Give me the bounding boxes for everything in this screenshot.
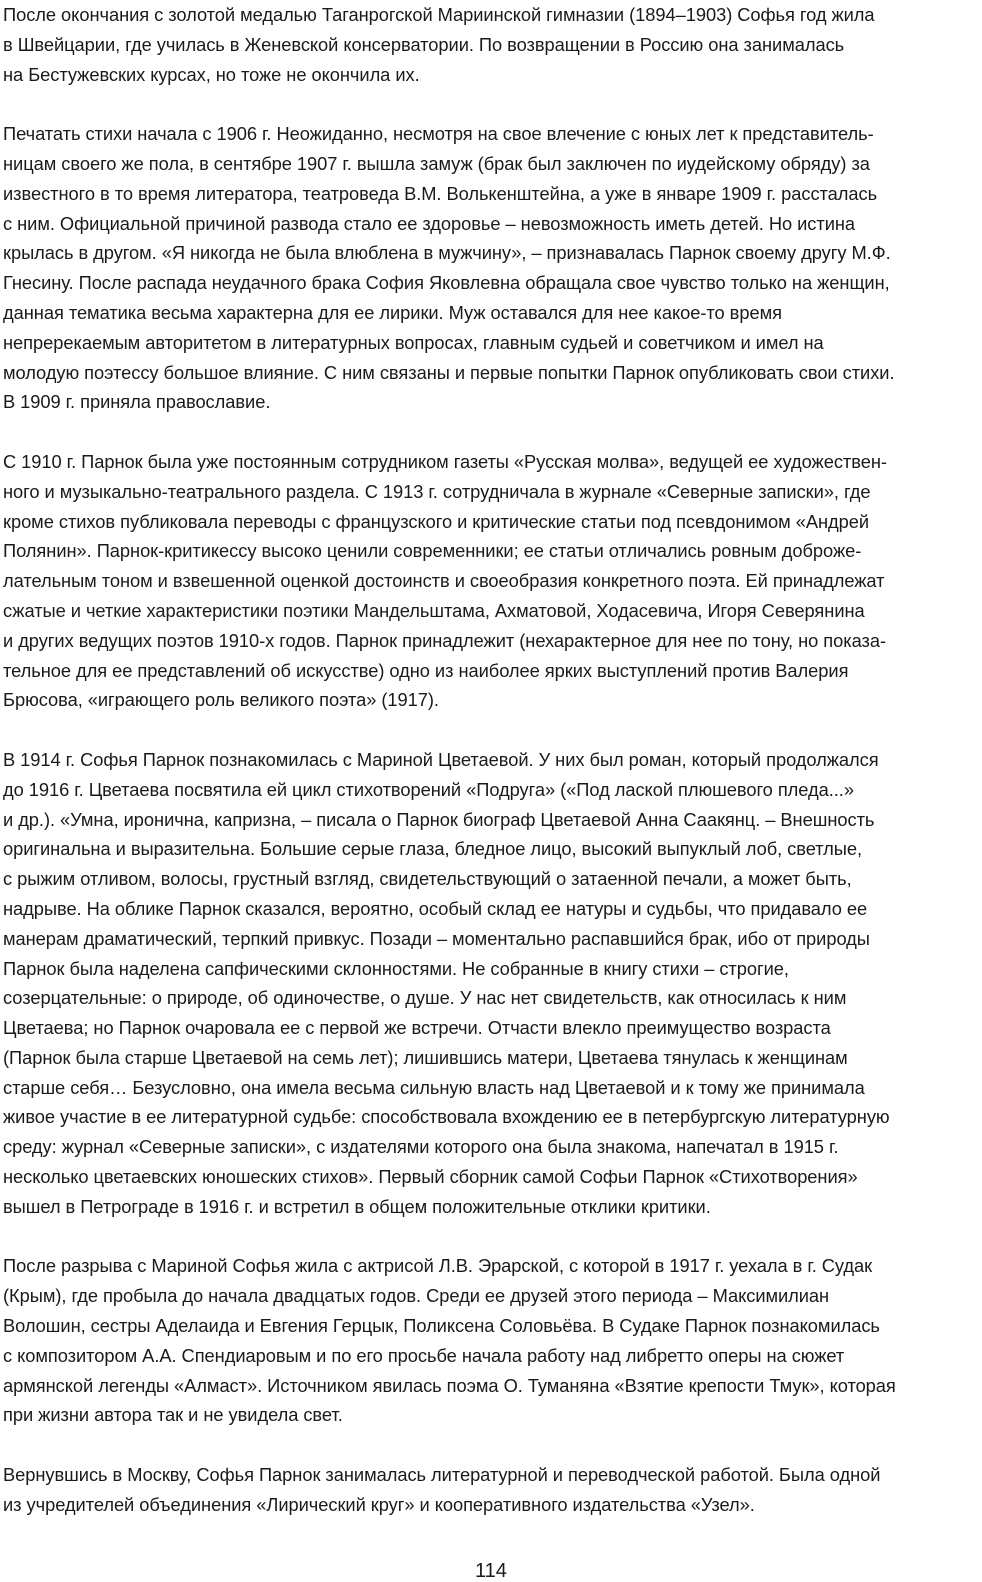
- text-line: непререкаемым авторитетом в литературных вопросах, главным судьей и советчиком и имел на: [3, 331, 824, 353]
- text-line: известного в то время литератора, театроведа В.М. Волькенштейна, а уже в январе 1909 г. рассталась: [3, 182, 878, 204]
- body-text: [3, 0, 975, 1520]
- text-line: созерцательные: о природе, об одиночестве, о душе. У нас нет свидетельств, как относилась к ним: [3, 987, 847, 1009]
- text-line: до 1916 г. Цветаева посвятила ей цикл стихотворений «Подруга» («Под лаской плюшевого пледа...»: [3, 778, 854, 800]
- text-line: оригинальна и выразительна. Большие серые глаза, бледное лицо, высокий выпуклый лоб, светлые,: [3, 838, 863, 860]
- text-line: С 1910 г. Парнок была уже постоянным сотрудником газеты «Русская молва», ведущей ее художествен-: [3, 450, 887, 472]
- text-line: армянской легенды «Алмаст». Источником явилась поэма О. Туманяна «Взятие крепости Тмук», которая: [3, 1374, 896, 1396]
- text-line: В 1909 г. приняла православие.: [3, 391, 271, 413]
- text-line: с ним. Официальной причиной развода стало ее здоровье – невозможность иметь детей. Но истина: [3, 212, 856, 234]
- text-line: тельное для ее представлений об искусстве) одно из наиболее ярких выступлений против Валерия: [3, 659, 849, 681]
- text-line: манерам драматический, терпкий привкус. Позади – моментально распавшийся брак, ибо от природы: [3, 927, 870, 949]
- text-line: Вернувшись в Москву, Софья Парнок занималась литературной и переводческой работой. Была одной: [3, 1464, 881, 1486]
- text-line: После окончания с золотой медалью Таганрогской Мариинской гимназии (1894–1903) Софья год жила: [3, 4, 875, 25]
- text-line: данная тематика весьма характерна для ее лирики. Муж оставался для нее какое-то время: [3, 301, 782, 323]
- text-line: (Крым), где пробыла до начала двадцатых годов. Среди ее друзей этого периода – Максимилиан: [3, 1285, 830, 1307]
- text-line: с композитором А.А. Спендиаровым и по его просьбе начала работу над либретто оперы на сюжет: [3, 1344, 845, 1366]
- text-line: старше себя… Безусловно, она имела весьма сильную власть над Цветаевой и к тому же принимала: [3, 1076, 865, 1098]
- text-line: Цветаева; но Парнок очаровала ее с первой же встречи. Отчасти влекло преимущество возраста: [3, 1017, 831, 1039]
- text-line: и других ведущих поэтов 1910-х годов. Парнок принадлежит (нехарактерное для нее по тону, но показа-: [3, 629, 887, 651]
- text-line: молодую поэтессу большое влияние. С ним связаны и первые попытки Парнок опубликовать свои стихи.: [3, 361, 895, 383]
- text-line: ного и музыкально-театрального раздела. С 1913 г. сотрудничала в журнале «Северные записки», где: [3, 480, 871, 502]
- text-line: В 1914 г. Софья Парнок познакомилась с Мариной Цветаевой. У них был роман, который продолжался: [3, 748, 879, 770]
- paragraph: [3, 745, 975, 1222]
- text-line: при жизни автора так и не увидела свет.: [3, 1404, 343, 1426]
- paragraph: [3, 1460, 975, 1520]
- text-line: кроме стихов публиковала переводы с французского и критические статьи под псевдонимом «Андрей: [3, 510, 870, 532]
- text-line: сжатые и четкие характеристики поэтики Мандельштама, Ахматовой, Ходасевича, Игоря Северянина: [3, 599, 865, 621]
- text-line: в Швейцарии, где училась в Женевской консерватории. По возвращении в Россию она занималась: [3, 33, 845, 55]
- text-line: Волошин, сестры Аделаида и Евгения Герцык, Поликсена Соловьёва. В Судаке Парнок познакомилась: [3, 1315, 880, 1337]
- paragraph: [3, 447, 975, 715]
- text-line: вышел в Петрограде в 1916 г. и встретил в общем положительные отклики критики.: [3, 1195, 711, 1217]
- text-line: Парнок была наделена сапфическими склонностями. Не собранные в книгу стихи – строгие,: [3, 957, 789, 979]
- text-line: с рыжим отливом, волосы, грустный взгляд, свидетельствующий о затаенной печали, а может быть,: [3, 868, 852, 890]
- text-line: и др.). «Умна, иронична, капризна, – писала о Парнок биограф Цветаевой Анна Саакянц. – Внешность: [3, 808, 875, 830]
- text-line: ницам своего же пола, в сентябре 1907 г. вышла замуж (брак был заключен по иудейскому обряду) за: [3, 152, 870, 174]
- text-line: среду: журнал «Северные записки», с издателями которого она была знакома, напечатал в 1915 г.: [3, 1136, 839, 1158]
- paragraph: [3, 1251, 975, 1430]
- text-line: живое участие в ее литературной судьбе: способствовала вхождению ее в петербургскую литературную: [3, 1106, 890, 1128]
- text-line: После разрыва с Мариной Софья жила с актрисой Л.В. Эрарской, с которой в 1917 г. уехала в г. Судак: [3, 1255, 873, 1277]
- text-line: крылась в другом. «Я никогда не была влюблена в мужчину», – признавалась Парнок своему другу М.Ф.: [3, 242, 891, 264]
- text-line: Брюсова, «играющего роль великого поэта» (1917).: [3, 689, 439, 711]
- paragraph: [3, 0, 975, 89]
- text-line: Печатать стихи начала с 1906 г. Неожиданно, несмотря на свое влечение с юных лет к представитель-: [3, 123, 874, 145]
- text-line: Полянин». Парнок-критикессу высоко ценили современники; ее статьи отличались ровным доброже-: [3, 540, 862, 562]
- text-line: несколько цветаевских юношеских стихов». Первый сборник самой Софьи Парнок «Стихотворения»: [3, 1166, 858, 1188]
- text-line: надрыве. На облике Парнок сказался, вероятно, особый склад ее натуры и судьбы, что придавало ее: [3, 897, 868, 919]
- text-line: (Парнок была старше Цветаевой на семь лет); лишившись матери, Цветаева тянулась к женщинам: [3, 1046, 848, 1068]
- text-line: из учредителей объединения «Лирический круг» и кооперативного издательства «Узел».: [3, 1493, 755, 1515]
- text-line: лательным тоном и взвешенной оценкой достоинств и своеобразия конкретного поэта. Ей принадлежат: [3, 570, 885, 592]
- text-line: Гнесину. После распада неудачного брака София Яковлевна обращала свое чувство только на женщин,: [3, 272, 890, 294]
- paragraph: [3, 119, 975, 417]
- page-number: 114: [475, 1560, 507, 1582]
- text-line: на Бестужевских курсах, но тоже не окончила их.: [3, 63, 420, 85]
